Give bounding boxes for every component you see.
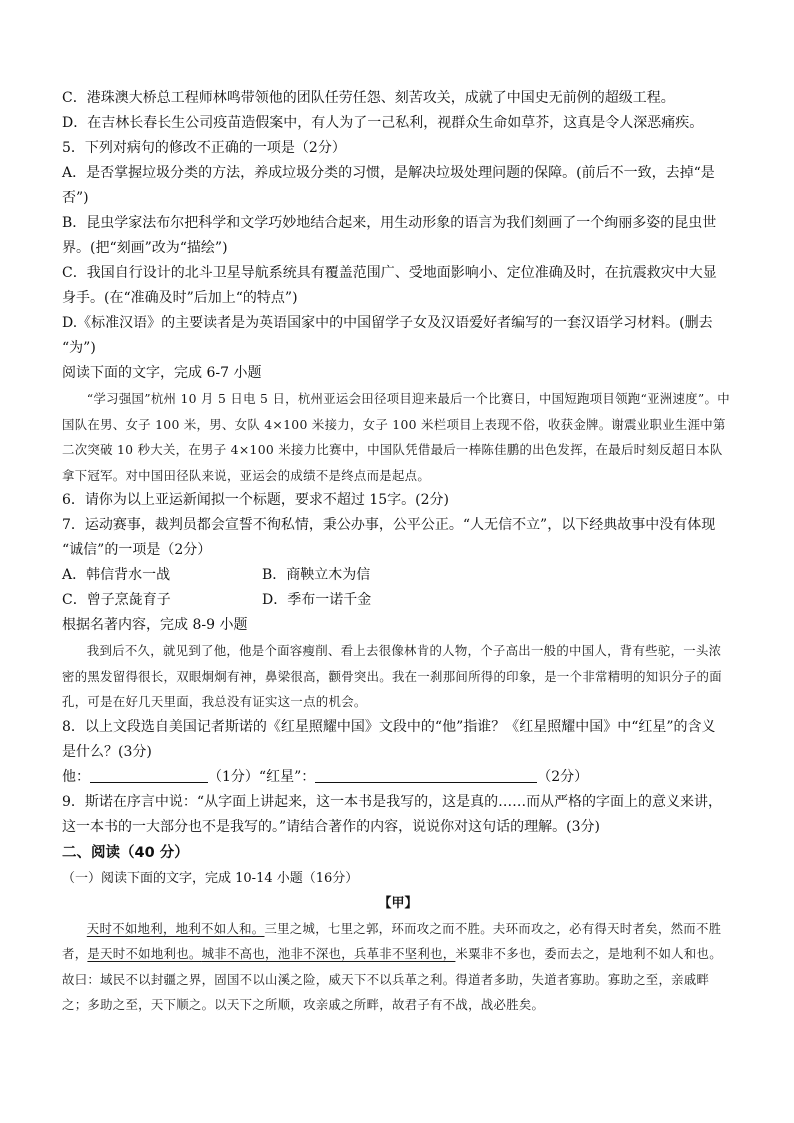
q5-option-a-line1: A．是否掌握垃圾分类的方法，养成垃圾分类的习惯，是解决垃圾处理问题的保障。(前后不一致，去掉“是: [62, 165, 715, 181]
q5-option-d-line2: “为”): [62, 340, 96, 356]
q4-option-d: D．在吉林长春长生公司疫苗造假案中，有人为了一己私利，视群众生命如草芥，这真是令人深恶痛疾。: [62, 115, 704, 131]
q5-option-b-line1: B．昆虫学家法布尔把科学和文学巧妙地结合起来，用生动形象的语言为我们刻画了一个绚丽多姿的昆虫世: [62, 215, 717, 231]
q8-answer-row: [62, 765, 734, 790]
passage-jia-label: 【甲】: [378, 895, 418, 911]
subsection-title: （一）阅读下面的文字，完成 10-14 小题（16分）: [62, 870, 359, 886]
q5-option-d-line1: D.《标准汉语》的主要读者是为英语国家中的中国留学子女及汉语爱好者编写的一套汉语学习材料。(删去: [62, 315, 713, 331]
q7-options-row1: [62, 563, 734, 588]
q5-option-a-line2: 否”): [62, 190, 89, 206]
q8-blank-hongxing[interactable]: [315, 765, 537, 783]
reading-8-9-intro: 根据名著内容，完成 8-9 小题: [62, 617, 248, 633]
q5-option-c-line2: 身手。(在“准确及时”后加上“的特点”): [62, 290, 298, 306]
q5-stem: 5．下列对病句的修改不正确的一项是（2分）: [62, 140, 346, 156]
q9-stem-line2: 这一本书的一大部分也不是我写的。”请结合著作的内容，说说你对这句话的理解。(3分): [62, 818, 600, 835]
q7-option-d: D．季布一诺千金: [262, 592, 372, 608]
q6-stem: 6．请你为以上亚运新闻拟一个标题，要求不超过 15字。(2分): [62, 492, 450, 508]
q8-label-he: 他：: [62, 768, 90, 785]
q7-option-b: B．商鞅立木为信: [262, 567, 371, 583]
q5-option-b-line2: 界。(把“刻画”改为“描绘”): [62, 240, 228, 256]
q7-option-a: A．韩信背水一战: [62, 567, 171, 583]
section-title: 二、阅读（40 分）: [62, 844, 189, 861]
q8-stem-line2: 是什么？(3分): [62, 743, 152, 760]
q8-score-1: （1分）: [208, 768, 259, 785]
q4-option-c: C．港珠澳大桥总工程师林鸣带领他的团队任劳任怨、刻苦攻关，成就了中国史无前例的超级工程。: [62, 90, 675, 106]
passage-part-1: 三里之城，七里之郭，环而攻之而不胜。夫环而攻之，必有得天时者矣，然而不胜者，: [62, 920, 722, 961]
reading-6-7-intro: 阅读下面的文字，完成 6-7 小题: [62, 365, 262, 381]
q8-score-2: （2分）: [537, 768, 589, 785]
q8-stem-line1: 8．以上文段选自美国记者斯诺的《红星照耀中国》文段中的“他”指谁？《红星照耀中国》中“红星”的含义: [62, 718, 716, 735]
q5-option-c-line1: C．我国自行设计的北斗卫星导航系统具有覆盖范围广、受地面影响小、定位准确及时，在抗震救灾中大显: [62, 265, 717, 281]
underlined-sentence-1: 天时不如地利，地利不如人和。: [86, 920, 265, 936]
news-passage: “学习强国”杭州 10 月 5 日电 5 日，杭州亚运会田径项目迎来最后一个比赛日，中国短跑项目领跑“亚洲速度”。中国队在男、女子 100 米，男、女队 4×100 米接力，女子 100 米栏项目上表现不俗，收获金牌。谢震业职业生涯中第二次突破 10 秒大关，在男子 4×100 米接力比赛中，中国队凭借最后一棒陈佳鹏的出色发挥，在最后时刻反超日本队拿下冠军。对中国田径队来说，亚运会的成绩不是终点而是起点。: [62, 391, 730, 483]
q8-blank-he[interactable]: [90, 765, 208, 783]
q8-label-hongxing: “红星”：: [258, 768, 316, 785]
q7-options-row2: [62, 588, 734, 613]
book-excerpt: 我到后不久，就见到了他，他是个面容瘦削、看上去很像林肯的人物，个子高出一般的中国人，背有些驼，一头浓密的黑发留得很长，双眼炯炯有神，鼻梁很高，颧骨突出。我在一刹那间所得的印象，是一个非常精明的知识分子的面孔，可是在好几天里面，我总没有证实这一点的机会。: [62, 643, 722, 709]
passage-part-2: 米粟非不多也，委而去之，是地利不如人和也。故曰：域民不以封疆之界，固国不以山溪之险，威天下不以兵革之利。得道者多助，失道者寡助。寡助之至，亲戚畔之；多助之至，天下顺之。以天下之所顺，攻亲戚之所畔，故君子有不战，战必胜矣。: [62, 946, 722, 1012]
q9-stem-line1: 9．斯诺在序言中说：“从字面上讲起来，这一本书是我写的，这是真的……而从严格的字面上的意义来讲，: [62, 793, 723, 810]
classical-passage: [62, 916, 734, 1018]
q7-stem-line2: “诚信”的一项是（2分）: [62, 542, 212, 558]
underlined-sentence-3: 城非不高也，池非不深也，兵革非不坚利也，: [201, 946, 456, 961]
q7-option-c: C．曾子烹彘育子: [62, 592, 171, 608]
underlined-sentence-2: 是天时不如地利也。: [87, 946, 202, 961]
q7-stem-line1: 7．运动赛事，裁判员都会宣誓不徇私情，秉公办事，公平公正。“人无信不立”，以下经典故事中没有体现: [62, 517, 716, 533]
